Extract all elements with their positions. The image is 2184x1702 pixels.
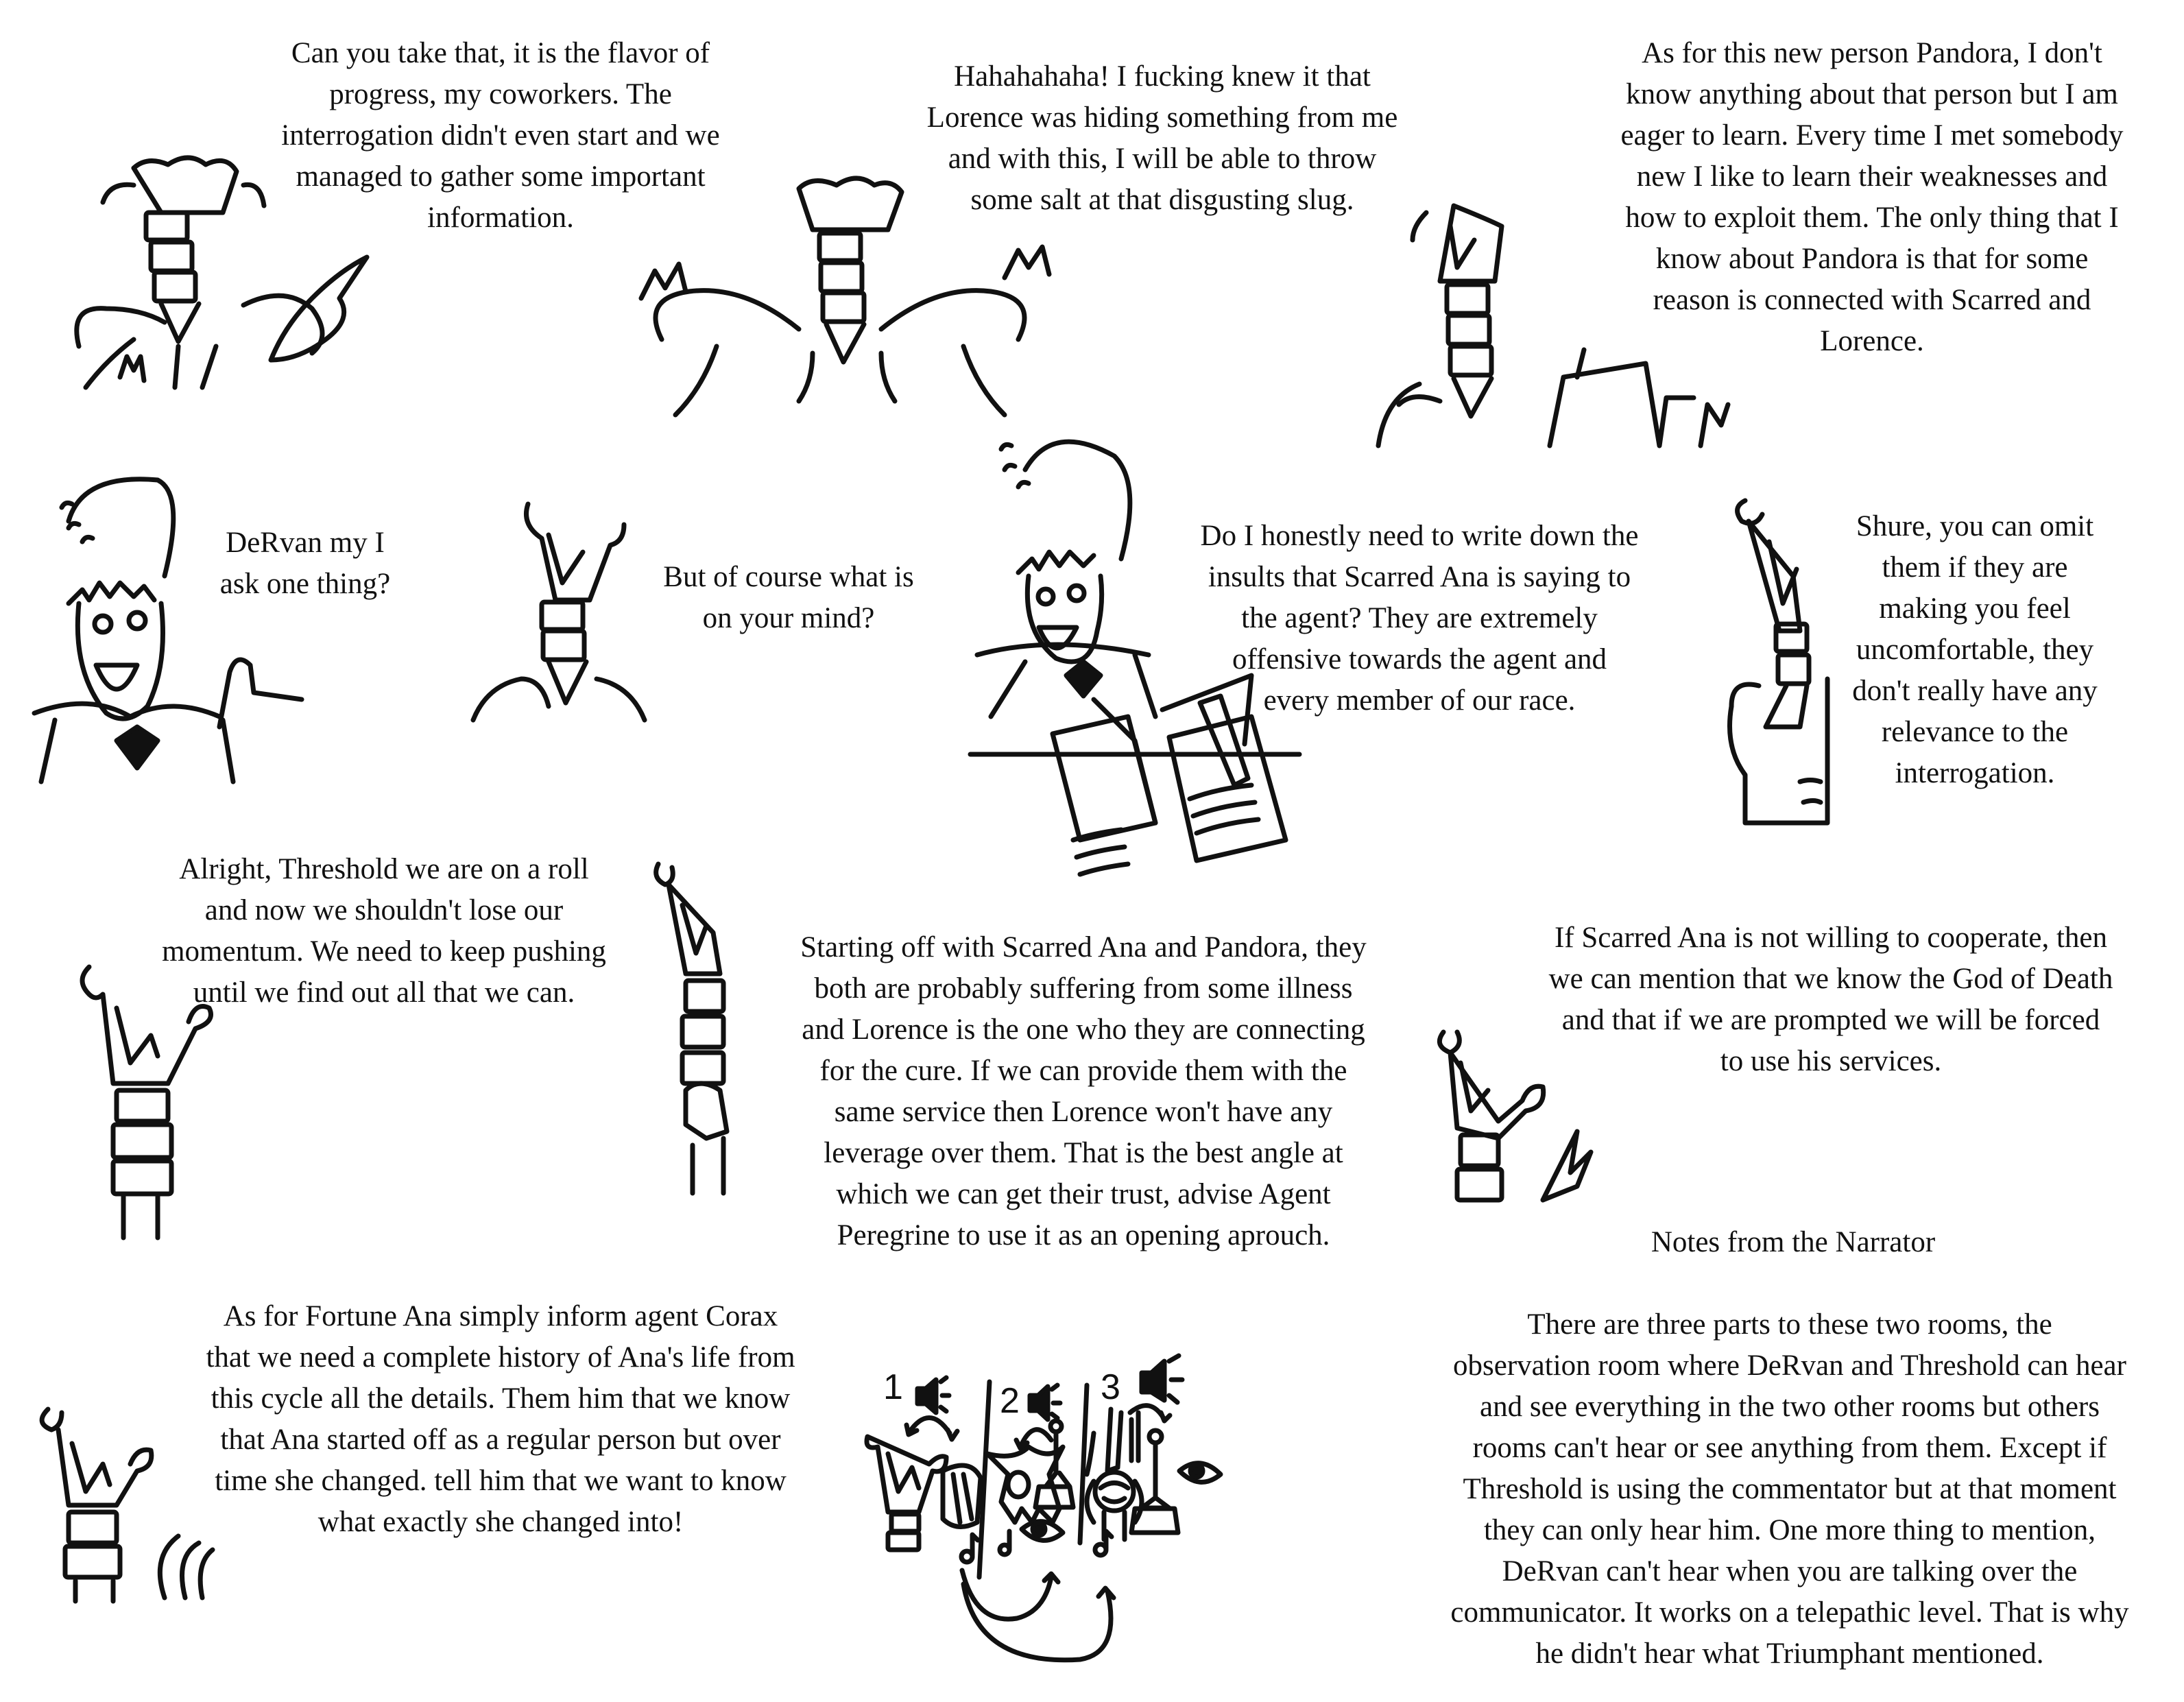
dervan-character-with-claw — [1433, 1022, 1611, 1214]
dialogue-scribe-question: DeRvan my I ask one thing? — [219, 527, 391, 600]
dialogue-dervan-omit-them: Shure, you can omit them if they are making you feel uncomfortable, they don't really have any relevance to the interrogation. — [1852, 510, 2098, 789]
prisoner-orb-icon — [1095, 1472, 1133, 1511]
narrator-notes-title: Notes from the Narrator — [1651, 1226, 1936, 1258]
dialogue-threshold-hahaha: Hahahahaha! I fucking knew it that Lorence was hiding something from me and with this, I will be able to throw some salt at that disgusting slug. — [926, 60, 1398, 216]
music-note-icon — [1000, 1531, 1009, 1555]
room-label-3: 3 — [1101, 1367, 1120, 1407]
narrator-notes-body: There are three parts to these two rooms, the observation room where DeRvan and Threshold can hear and see everything in the two other rooms but others rooms can't hear or see anything from them. Except if Threshold is using the commentator but at that moment they can only hear him. One more thing to mention, DeRvan can't hear when you are talking over the communicator. It works on a telepathic level. That is why he didn't hear what Triumphant mentioned. — [1450, 1308, 2129, 1670]
dialogue-threshold-about-pandora: As for this new person Pandora, I don't know anything about that person but I am eager to learn. Every time I met somebody new I like to learn their weaknesses and how to exploit them. The only thing that I know about Pandora is that for some reason is connected with Scarred and Lorence. — [1620, 37, 2124, 357]
dialogue-dervan-on-your-mind: But of course what is on your mind? — [663, 561, 914, 634]
dialogue-dervan-starting-off: Starting off with Scarred Ana and Pandora, they both are probably suffering from some illness and Lorence is the one who they are connecting for the cure. If we can provide them with the same service then Lorence won't have any leverage over them. That is the best angle at which we can get their trust, advise Agent Peregrine to use it as an opening aprouch. — [800, 931, 1367, 1251]
dervan-character-waiting — [466, 494, 651, 747]
dialogue-threshold-flavor-of-progress: Can you take that, it is the flavor of progress, my coworkers. The interrogation didn't even start and we managed to gather some important information. — [281, 37, 720, 234]
dialogue-scribe-insults: Do I honestly need to write down the insults that Scarred Ana is saying to the agent? They are extremely offensive towards the agent and every member of our race. — [1200, 520, 1639, 717]
music-note-icon — [961, 1535, 978, 1562]
dialogue-dervan-fortune-ana: As for Fortune Ana simply inform agent Corax that we need a complete history of Ana's life from this cycle all the details. Them him that we know that Ana started off as a regular person but over time she changed. tell him that we want to know what exactly she changed into! — [206, 1300, 795, 1538]
eye-icon — [1022, 1522, 1063, 1541]
speaker-icon — [917, 1378, 949, 1413]
rooms-diagram — [857, 1344, 1371, 1666]
dervan-character-left — [75, 960, 240, 1241]
prisoner-shield-icon — [943, 1465, 981, 1526]
eye-icon — [1179, 1463, 1221, 1483]
scribe-character-holding-pen — [27, 466, 309, 782]
dervan-character-bottom-left — [27, 1399, 233, 1605]
threshold-character-back-view — [1371, 199, 1755, 453]
threshold-character-celebrating — [621, 168, 1073, 422]
room-label-1: 1 — [883, 1367, 903, 1407]
threshold-character-pointing — [65, 154, 387, 401]
dialogue-dervan-god-of-death: If Scarred Ana is not willing to cooperate, then we can mention that we know the God of Death and that if we are prompted we will be forced to use his services. — [1548, 922, 2113, 1077]
room-divider-2-3 — [1080, 1385, 1087, 1543]
room-label-2: 2 — [1000, 1381, 1020, 1421]
speaker-icon — [1030, 1385, 1060, 1419]
dervan-character-center — [645, 857, 754, 1200]
speaker-icon — [1142, 1356, 1182, 1402]
dialogue-dervan-on-a-roll: Alright, Threshold we are on a roll and now we shouldn't lose our momentum. We need to keep pushing until we find out all that we can. — [162, 853, 606, 1009]
